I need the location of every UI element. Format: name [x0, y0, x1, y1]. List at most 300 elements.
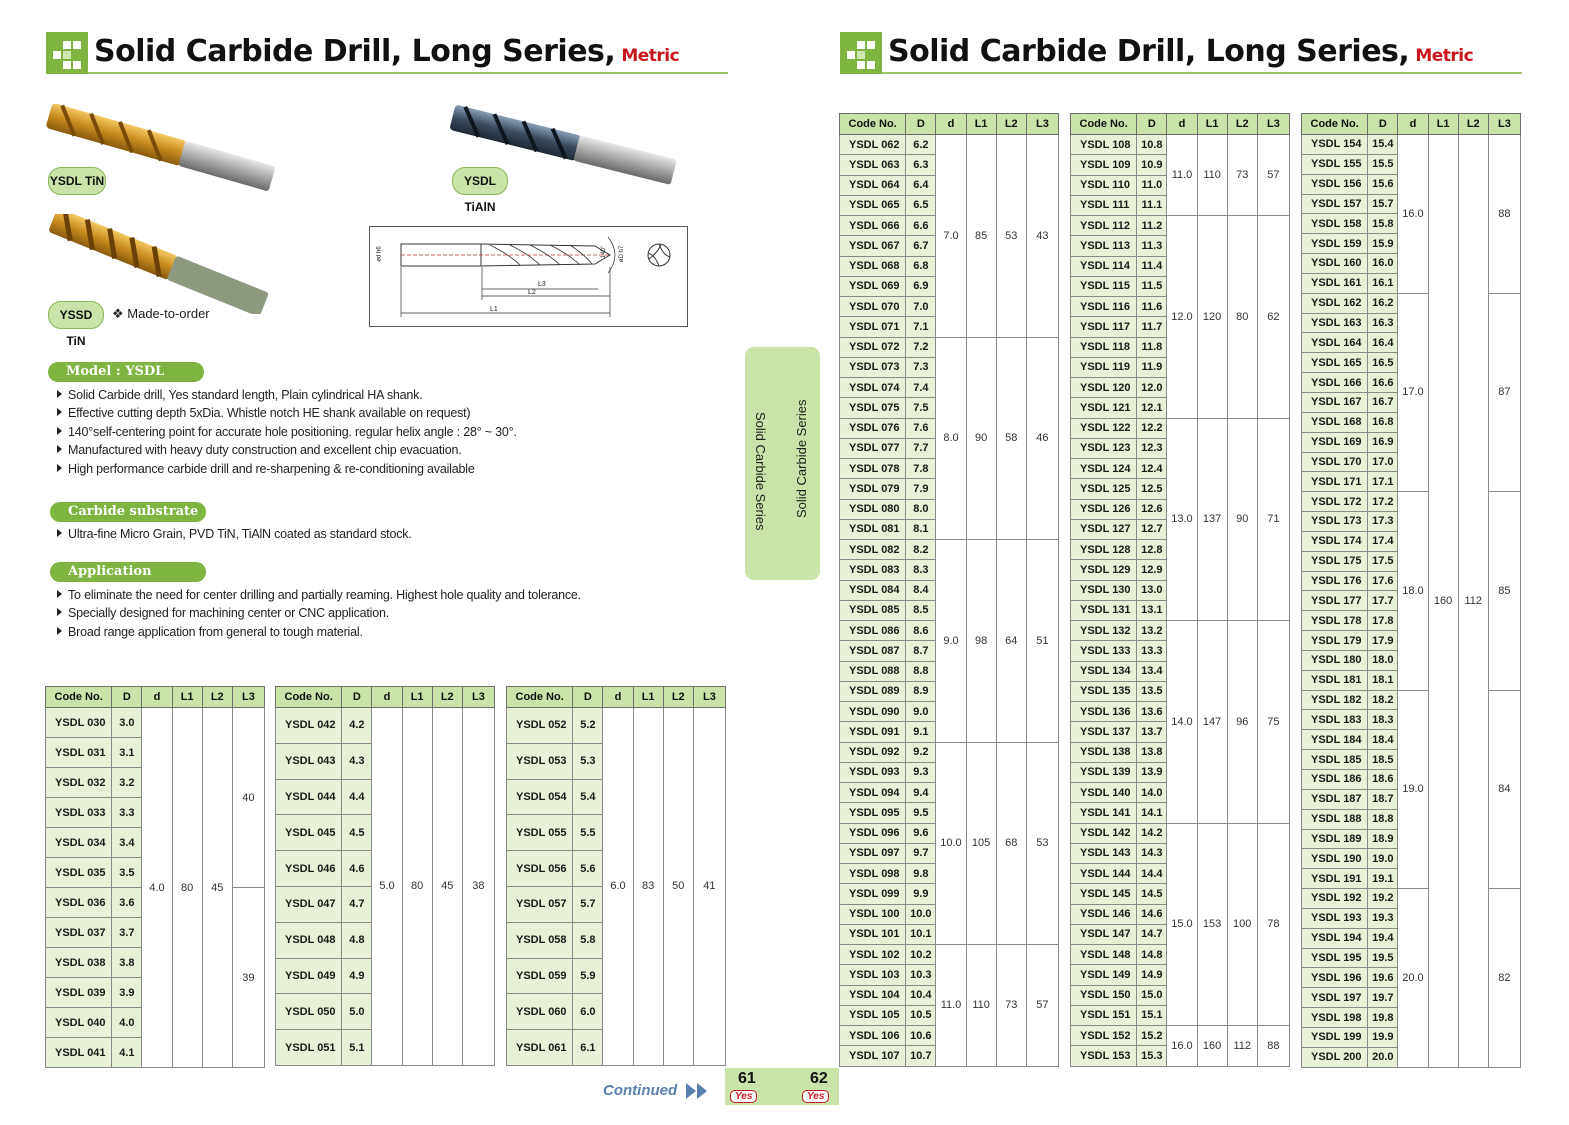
- header-rule: [88, 72, 728, 74]
- table-row: [1071, 216, 1290, 236]
- l2-cell: 53: [996, 135, 1026, 338]
- diameter-cell: 9.6: [906, 823, 936, 843]
- shank-diameter-cell: 4.0: [142, 708, 172, 1068]
- diameter-cell: 14.2: [1137, 823, 1167, 843]
- diameter-cell: 13.3: [1137, 641, 1167, 661]
- shank-diameter-cell: 6.0: [603, 708, 633, 1066]
- diameter-cell: 7.6: [906, 418, 936, 438]
- diameter-cell: 6.7: [906, 236, 936, 256]
- code-cell: YSDL 083: [840, 560, 906, 580]
- diameter-cell: 15.3: [1137, 1046, 1167, 1066]
- bullet: Specially designed for machining center or CNC application.: [57, 606, 389, 620]
- code-cell: YSDL 077: [840, 438, 906, 458]
- code-cell: YSDL 054: [507, 779, 573, 815]
- table-header-row: [276, 687, 495, 708]
- l1-cell: 160: [1197, 1026, 1227, 1067]
- code-cell: YSDL 076: [840, 418, 906, 438]
- diameter-cell: 19.6: [1368, 968, 1398, 988]
- diameter-cell: 19.3: [1368, 908, 1398, 928]
- diameter-cell: 9.0: [906, 702, 936, 722]
- diameter-cell: 12.9: [1137, 560, 1167, 580]
- shank-diameter-cell: 16.0: [1398, 135, 1428, 294]
- code-cell: YSDL 180: [1302, 650, 1368, 670]
- l3-cell: 57: [1257, 135, 1289, 216]
- code-cell: YSDL 154: [1302, 135, 1368, 155]
- code-cell: YSDL 157: [1302, 194, 1368, 214]
- diameter-cell: 16.9: [1368, 432, 1398, 452]
- column-header: D: [1137, 114, 1167, 135]
- label-shank-dia: ød h6: [376, 246, 383, 262]
- diameter-cell: 10.2: [906, 945, 936, 965]
- code-cell: YSDL 128: [1071, 540, 1137, 560]
- code-cell: YSDL 050: [276, 994, 342, 1030]
- spec-table: [1301, 113, 1521, 1068]
- code-cell: YSDL 068: [840, 256, 906, 276]
- l3-cell: 38: [462, 708, 494, 1066]
- table-row: [1071, 1026, 1290, 1046]
- page-number-left: 61: [738, 1070, 756, 1087]
- code-cell: YSDL 063: [840, 155, 906, 175]
- code-cell: YSDL 172: [1302, 492, 1368, 512]
- diameter-cell: 3.1: [112, 738, 142, 768]
- table-row: [276, 708, 495, 744]
- drill-image-yssd: [44, 214, 276, 314]
- code-cell: YSDL 173: [1302, 512, 1368, 532]
- shank-diameter-cell: 17.0: [1398, 293, 1428, 491]
- table-row: [840, 337, 1059, 357]
- diameter-cell: 16.4: [1368, 333, 1398, 353]
- diameter-cell: 11.5: [1137, 276, 1167, 296]
- bullet: Broad range application from general to tough material.: [57, 625, 363, 639]
- code-cell: YSDL 060: [507, 994, 573, 1030]
- dimension-diagram: [369, 226, 688, 327]
- diameter-cell: 7.4: [906, 378, 936, 398]
- l3-cell: 82: [1488, 889, 1520, 1068]
- table-row: [1071, 621, 1290, 641]
- diameter-cell: 19.4: [1368, 928, 1398, 948]
- diameter-cell: 18.2: [1368, 690, 1398, 710]
- code-cell: YSDL 126: [1071, 499, 1137, 519]
- code-cell: YSDL 178: [1302, 611, 1368, 631]
- diameter-cell: 18.1: [1368, 670, 1398, 690]
- code-cell: YSDL 137: [1071, 722, 1137, 742]
- code-cell: YSDL 038: [46, 948, 112, 978]
- code-cell: YSDL 138: [1071, 742, 1137, 762]
- code-cell: YSDL 177: [1302, 591, 1368, 611]
- diameter-cell: 18.5: [1368, 750, 1398, 770]
- code-cell: YSDL 150: [1071, 985, 1137, 1005]
- section-icon: [840, 32, 882, 74]
- code-cell: YSDL 187: [1302, 789, 1368, 809]
- shank-diameter-cell: 16.0: [1167, 1026, 1197, 1067]
- brand-logo-right: Yes: [802, 1090, 829, 1103]
- code-cell: YSDL 043: [276, 743, 342, 779]
- diameter-cell: 13.9: [1137, 762, 1167, 782]
- diameter-cell: 15.5: [1368, 154, 1398, 174]
- code-cell: YSDL 082: [840, 540, 906, 560]
- diameter-cell: 10.5: [906, 1005, 936, 1025]
- l3-cell: 71: [1257, 418, 1289, 621]
- code-cell: YSDL 045: [276, 815, 342, 851]
- code-cell: YSDL 200: [1302, 1047, 1368, 1067]
- code-cell: YSDL 097: [840, 843, 906, 863]
- diameter-cell: 6.9: [906, 276, 936, 296]
- l1-cell: 137: [1197, 418, 1227, 621]
- code-cell: YSDL 111: [1071, 195, 1137, 215]
- diameter-cell: 14.6: [1137, 904, 1167, 924]
- shank-diameter-cell: 18.0: [1398, 492, 1428, 690]
- diameter-cell: 4.6: [342, 851, 372, 887]
- code-cell: YSDL 055: [507, 815, 573, 851]
- code-cell: YSDL 125: [1071, 479, 1137, 499]
- code-cell: YSDL 106: [840, 1026, 906, 1046]
- diameter-cell: 10.4: [906, 985, 936, 1005]
- code-cell: YSDL 103: [840, 965, 906, 985]
- code-cell: YSDL 035: [46, 858, 112, 888]
- code-cell: YSDL 153: [1071, 1046, 1137, 1066]
- l1-cell: 153: [1197, 823, 1227, 1026]
- diameter-cell: 3.4: [112, 828, 142, 858]
- shank-diameter-cell: 11.0: [936, 945, 966, 1067]
- diameter-cell: 12.5: [1137, 479, 1167, 499]
- diameter-cell: 15.8: [1368, 214, 1398, 234]
- diameter-cell: 7.7: [906, 438, 936, 458]
- l1-cell: 147: [1197, 621, 1227, 824]
- diameter-cell: 17.3: [1368, 512, 1398, 532]
- column-header: D: [906, 114, 936, 135]
- code-cell: YSDL 102: [840, 945, 906, 965]
- diameter-cell: 16.7: [1368, 392, 1398, 412]
- diameter-cell: 17.8: [1368, 611, 1398, 631]
- diameter-cell: 16.3: [1368, 313, 1398, 333]
- column-header: L1: [1197, 114, 1227, 135]
- metric-label: Metric: [621, 46, 680, 66]
- code-cell: YSDL 094: [840, 783, 906, 803]
- table-row: [46, 708, 265, 738]
- diameter-cell: 19.1: [1368, 869, 1398, 889]
- diameter-cell: 3.3: [112, 798, 142, 828]
- diameter-cell: 12.3: [1137, 438, 1167, 458]
- table-row: [840, 540, 1059, 560]
- diameter-cell: 6.1: [573, 1030, 603, 1066]
- diameter-cell: 3.2: [112, 768, 142, 798]
- diameter-cell: 11.0: [1137, 175, 1167, 195]
- code-cell: YSDL 070: [840, 297, 906, 317]
- page-title: Solid Carbide Drill, Long Series, Metric: [888, 34, 1474, 69]
- bullet: Ultra-fine Micro Grain, PVD TiN, TiAlN coated as standard stock.: [57, 527, 412, 541]
- code-cell: YSDL 087: [840, 641, 906, 661]
- diameter-cell: 15.6: [1368, 174, 1398, 194]
- table-row: [840, 135, 1059, 155]
- table-row: [507, 708, 726, 744]
- diameter-cell: 9.3: [906, 762, 936, 782]
- diameter-cell: 6.2: [906, 135, 936, 155]
- code-cell: YSDL 132: [1071, 621, 1137, 641]
- l1-cell: 83: [633, 708, 663, 1066]
- diameter-cell: 14.3: [1137, 843, 1167, 863]
- diameter-cell: 5.6: [573, 851, 603, 887]
- code-cell: YSDL 067: [840, 236, 906, 256]
- diameter-cell: 17.9: [1368, 631, 1398, 651]
- diameter-cell: 8.1: [906, 519, 936, 539]
- diameter-cell: 3.0: [112, 708, 142, 738]
- diameter-cell: 19.0: [1368, 849, 1398, 869]
- diameter-cell: 6.0: [573, 994, 603, 1030]
- diameter-cell: 12.2: [1137, 418, 1167, 438]
- diameter-cell: 8.7: [906, 641, 936, 661]
- badge-ysdl-tialn: YSDL TiAlN: [452, 167, 508, 195]
- code-cell: YSDL 188: [1302, 809, 1368, 829]
- diameter-cell: 11.8: [1137, 337, 1167, 357]
- diameter-cell: 16.1: [1368, 273, 1398, 293]
- code-cell: YSDL 049: [276, 958, 342, 994]
- diameter-cell: 14.0: [1137, 783, 1167, 803]
- label-l3: L3: [538, 281, 546, 288]
- code-cell: YSDL 033: [46, 798, 112, 828]
- code-cell: YSDL 167: [1302, 392, 1368, 412]
- diameter-cell: 3.9: [112, 978, 142, 1008]
- diameter-cell: 19.2: [1368, 889, 1398, 909]
- diameter-cell: 18.4: [1368, 730, 1398, 750]
- diameter-cell: 10.1: [906, 924, 936, 944]
- table-row: [1071, 418, 1290, 438]
- code-cell: YSDL 037: [46, 918, 112, 948]
- l2-cell: 73: [1227, 135, 1257, 216]
- diameter-cell: 18.3: [1368, 710, 1398, 730]
- column-header: L3: [232, 687, 264, 708]
- column-header: L3: [1257, 114, 1289, 135]
- code-cell: YSDL 104: [840, 985, 906, 1005]
- code-cell: YSDL 065: [840, 195, 906, 215]
- code-cell: YSDL 044: [276, 779, 342, 815]
- code-cell: YSDL 146: [1071, 904, 1137, 924]
- page-title: Solid Carbide Drill, Long Series, Metric: [94, 34, 680, 69]
- code-cell: YSDL 179: [1302, 631, 1368, 651]
- diameter-cell: 11.9: [1137, 357, 1167, 377]
- code-cell: YSDL 062: [840, 135, 906, 155]
- diameter-cell: 10.9: [1137, 155, 1167, 175]
- code-cell: YSDL 112: [1071, 216, 1137, 236]
- table-row: [1071, 823, 1290, 843]
- diameter-cell: 15.7: [1368, 194, 1398, 214]
- code-cell: YSDL 095: [840, 803, 906, 823]
- diameter-cell: 16.0: [1368, 254, 1398, 274]
- code-cell: YSDL 168: [1302, 412, 1368, 432]
- diameter-cell: 12.6: [1137, 499, 1167, 519]
- code-cell: YSDL 190: [1302, 849, 1368, 869]
- code-cell: YSDL 048: [276, 922, 342, 958]
- l3-cell: 40: [232, 708, 264, 888]
- diameter-cell: 14.9: [1137, 965, 1167, 985]
- diameter-cell: 16.5: [1368, 353, 1398, 373]
- column-header: L2: [1227, 114, 1257, 135]
- code-cell: YSDL 116: [1071, 297, 1137, 317]
- diameter-cell: 4.7: [342, 886, 372, 922]
- code-cell: YSDL 196: [1302, 968, 1368, 988]
- diameter-cell: 8.9: [906, 681, 936, 701]
- code-cell: YSDL 084: [840, 580, 906, 600]
- diameter-cell: 8.6: [906, 621, 936, 641]
- side-tab-label-rotated-ccw: Solid Carbide Series: [794, 399, 809, 518]
- l3-cell: 75: [1257, 621, 1289, 824]
- diameter-cell: 5.3: [573, 743, 603, 779]
- diameter-cell: 4.8: [342, 922, 372, 958]
- diameter-cell: 16.6: [1368, 373, 1398, 393]
- spec-table: [45, 686, 265, 1068]
- code-cell: YSDL 041: [46, 1038, 112, 1068]
- code-cell: YSDL 113: [1071, 236, 1137, 256]
- column-header: d: [936, 114, 966, 135]
- l2-cell: 50: [663, 708, 693, 1066]
- diameter-cell: 9.2: [906, 742, 936, 762]
- column-header: D: [1368, 114, 1398, 135]
- l2-cell: 100: [1227, 823, 1257, 1026]
- code-cell: YSDL 193: [1302, 908, 1368, 928]
- code-cell: YSDL 159: [1302, 234, 1368, 254]
- column-header: L1: [172, 687, 202, 708]
- shank-diameter-cell: 14.0: [1167, 621, 1197, 824]
- code-cell: YSDL 133: [1071, 641, 1137, 661]
- diameter-cell: 12.4: [1137, 459, 1167, 479]
- diameter-cell: 5.2: [573, 708, 603, 744]
- code-cell: YSDL 199: [1302, 1027, 1368, 1047]
- code-cell: YSDL 186: [1302, 770, 1368, 790]
- code-cell: YSDL 056: [507, 851, 573, 887]
- column-header: Code No.: [840, 114, 906, 135]
- diameter-cell: 18.6: [1368, 770, 1398, 790]
- l2-cell: 68: [996, 742, 1026, 945]
- column-header: d: [1398, 114, 1428, 135]
- code-cell: YSDL 185: [1302, 750, 1368, 770]
- diameter-cell: 5.8: [573, 922, 603, 958]
- shank-diameter-cell: 12.0: [1167, 216, 1197, 419]
- code-cell: YSDL 163: [1302, 313, 1368, 333]
- diameter-cell: 11.4: [1137, 256, 1167, 276]
- code-cell: YSDL 176: [1302, 571, 1368, 591]
- spec-table: [275, 686, 495, 1066]
- code-cell: YSDL 135: [1071, 681, 1137, 701]
- table-header-row: [507, 687, 726, 708]
- diameter-cell: 4.1: [112, 1038, 142, 1068]
- diameter-cell: 17.5: [1368, 551, 1398, 571]
- l3-cell: 46: [1026, 337, 1058, 540]
- diameter-cell: 11.2: [1137, 216, 1167, 236]
- code-cell: YSDL 181: [1302, 670, 1368, 690]
- column-header: d: [603, 687, 633, 708]
- label-l1: L1: [490, 306, 498, 313]
- header-rule: [882, 72, 1522, 74]
- code-cell: YSDL 042: [276, 708, 342, 744]
- code-cell: YSDL 140: [1071, 783, 1137, 803]
- badge-ysdl-tin: YSDL TiN: [48, 167, 106, 195]
- diameter-cell: 11.6: [1137, 297, 1167, 317]
- l2-cell: 45: [432, 708, 462, 1066]
- column-header: Code No.: [46, 687, 112, 708]
- diameter-cell: 11.7: [1137, 317, 1167, 337]
- shank-diameter-cell: 8.0: [936, 337, 966, 540]
- diameter-cell: 8.3: [906, 560, 936, 580]
- left-page-header: [46, 32, 728, 80]
- table-header-row: [1071, 114, 1290, 135]
- diameter-cell: 9.7: [906, 843, 936, 863]
- code-cell: YSDL 053: [507, 743, 573, 779]
- code-cell: YSDL 152: [1071, 1026, 1137, 1046]
- code-cell: YSDL 130: [1071, 580, 1137, 600]
- code-cell: YSDL 123: [1071, 438, 1137, 458]
- l1-cell: 80: [172, 708, 202, 1068]
- code-cell: YSDL 036: [46, 888, 112, 918]
- diameter-cell: 19.7: [1368, 988, 1398, 1008]
- diameter-cell: 6.3: [906, 155, 936, 175]
- column-header: D: [112, 687, 142, 708]
- diameter-cell: 3.8: [112, 948, 142, 978]
- l2-cell: 90: [1227, 418, 1257, 621]
- diameter-cell: 10.3: [906, 965, 936, 985]
- l3-cell: 84: [1488, 690, 1520, 888]
- brand-logo-left: Yes: [730, 1090, 757, 1103]
- column-header: L3: [1488, 114, 1520, 135]
- code-cell: YSDL 120: [1071, 378, 1137, 398]
- shank-diameter-cell: 13.0: [1167, 418, 1197, 621]
- code-cell: YSDL 131: [1071, 600, 1137, 620]
- diameter-cell: 14.8: [1137, 945, 1167, 965]
- diameter-cell: 9.8: [906, 864, 936, 884]
- diameter-cell: 9.9: [906, 884, 936, 904]
- column-header: d: [142, 687, 172, 708]
- diameter-cell: 11.1: [1137, 195, 1167, 215]
- diameter-cell: 20.0: [1368, 1047, 1398, 1067]
- code-cell: YSDL 031: [46, 738, 112, 768]
- diameter-cell: 13.6: [1137, 702, 1167, 722]
- l2-cell: 112: [1458, 135, 1488, 1068]
- code-cell: YSDL 071: [840, 317, 906, 337]
- table-row: [1302, 492, 1521, 512]
- diameter-cell: 10.7: [906, 1046, 936, 1066]
- column-header: Code No.: [276, 687, 342, 708]
- code-cell: YSDL 139: [1071, 762, 1137, 782]
- table-header-row: [1302, 114, 1521, 135]
- diameter-cell: 7.3: [906, 357, 936, 377]
- diameter-cell: 13.7: [1137, 722, 1167, 742]
- l3-cell: 62: [1257, 216, 1289, 419]
- table-row: [1302, 293, 1521, 313]
- code-cell: YSDL 107: [840, 1046, 906, 1066]
- code-cell: YSDL 105: [840, 1005, 906, 1025]
- column-header: L2: [996, 114, 1026, 135]
- diameter-cell: 13.0: [1137, 580, 1167, 600]
- code-cell: YSDL 096: [840, 823, 906, 843]
- diameter-cell: 10.6: [906, 1026, 936, 1046]
- code-cell: YSDL 110: [1071, 175, 1137, 195]
- diameter-cell: 4.3: [342, 743, 372, 779]
- bullet: High performance carbide drill and re-sharpening & re-conditioning available: [57, 462, 475, 476]
- diameter-cell: 9.4: [906, 783, 936, 803]
- diameter-cell: 8.5: [906, 600, 936, 620]
- diameter-cell: 13.8: [1137, 742, 1167, 762]
- code-cell: YSDL 141: [1071, 803, 1137, 823]
- diameter-cell: 3.7: [112, 918, 142, 948]
- column-header: L2: [1458, 114, 1488, 135]
- diameter-cell: 12.7: [1137, 519, 1167, 539]
- spec-table: [1070, 113, 1290, 1067]
- code-cell: YSDL 081: [840, 519, 906, 539]
- diameter-cell: 8.8: [906, 661, 936, 681]
- column-header: L1: [633, 687, 663, 708]
- diameter-cell: 11.3: [1137, 236, 1167, 256]
- label-l2: L2: [528, 289, 536, 296]
- table-header-row: [46, 687, 265, 708]
- code-cell: YSDL 166: [1302, 373, 1368, 393]
